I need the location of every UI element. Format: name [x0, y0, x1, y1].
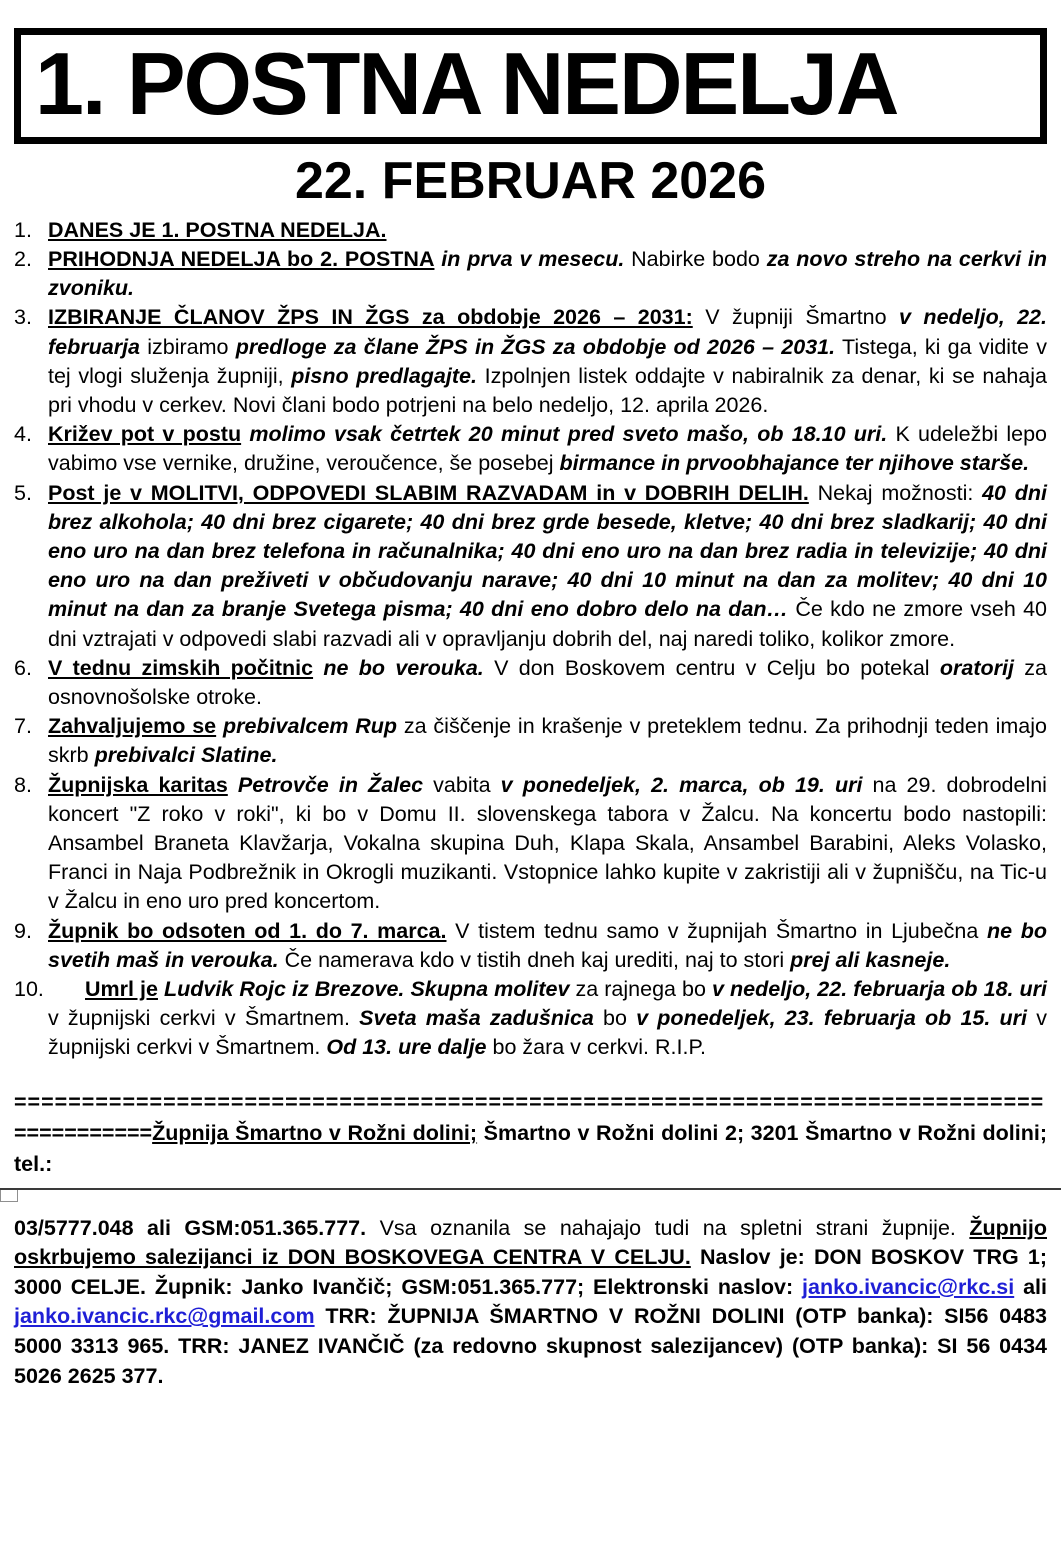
announcement-item: [14, 216, 1047, 245]
text-run: birmance in prvoobhajance ter njihove starše.: [559, 451, 1030, 476]
text-run: v župnijski cerkvi v Šmartnem.: [48, 1006, 1047, 1060]
announcement-item: [14, 654, 1047, 712]
item-text: [48, 303, 1047, 420]
item-number: 1.: [14, 217, 32, 242]
text-run: v nedeljo, 22. februarja ob 18. uri: [712, 977, 1048, 1002]
text-run: ne bo verouka.: [323, 655, 484, 680]
item-text: [48, 479, 1047, 654]
item-text: [48, 917, 1047, 975]
text-run: vabita: [433, 772, 491, 797]
text-run: molimo vsak četrtek 20 minut pred sveto mašo, ob 18.10 uri.: [249, 422, 888, 447]
parish-info-line: [14, 1118, 1047, 1180]
text-run: v ponedeljek, 23. februarja ob 15. uri: [636, 1006, 1028, 1031]
item-number: 9.: [14, 918, 32, 943]
text-run: Zahvaljujemo se: [48, 714, 217, 739]
text-run: bo žara v cerkvi. R.I.P.: [492, 1035, 706, 1060]
text-run: PRIHODNJA NEDELJA bo 2. POSTNA: [48, 247, 435, 271]
text-run: Župnik bo odsoten od 1. do 7. marca.: [48, 918, 447, 943]
text-run: Umrl je: [85, 977, 158, 1002]
text-run: DANES JE 1. POSTNA NEDELJA.: [48, 217, 387, 242]
text-run: oratorij: [939, 655, 1014, 680]
text-run: ne bo svetih maš in verouka.: [48, 918, 1047, 972]
announcement-item: [14, 245, 1047, 303]
item-number: 5.: [14, 480, 32, 505]
item-text: [48, 216, 1047, 245]
item-number: 6.: [14, 655, 32, 680]
text-run: v župnijski cerkvi v Šmartnem.: [48, 1006, 350, 1031]
item-number: 7.: [14, 714, 32, 739]
email-link[interactable]: janko.ivancic@rkc.si: [802, 1274, 1015, 1299]
announcement-item: [14, 771, 1047, 917]
text-run: izbiramo: [147, 334, 229, 359]
text-run: K udeležbi lepo vabimo vse vernike, družine, veroučence, še posebej: [48, 422, 1047, 476]
text-run: Župnijo oskrbujemo salezijanci iz DON BOSKOVEGA CENTRA V CELJU.: [14, 1215, 1047, 1270]
text-run: na 29. dobrodelni koncert "Z roko v roki", ki bo v Domu II. slovenskega tabora v Žalcu. Na koncertu bodo nastopili: Ansambel Braneta Klavžarja, Vokalna skupina Duh, Klapa Skala, Ansambel Barabini, Aleks Volasko, Franci in Naja Podbrežnik in Okrogli muzikanti. Vstopnice lahko kupite v zakristiji ali v župnišču, na Tic-u v Žalcu in eno uro pred koncertom.: [48, 772, 1047, 914]
text-run: V župniji Šmartno: [705, 305, 887, 330]
text-run: predloge za člane ŽPS in ŽGS za obdobje od 2026 – 2031.: [235, 334, 836, 359]
text-run: Petrovče in Žalec: [237, 772, 424, 797]
email-link[interactable]: janko.ivancic.rkc@gmail.com: [14, 1304, 315, 1329]
text-run: bo: [603, 1006, 627, 1031]
item-text: [48, 420, 1047, 478]
text-run: za novo streho na cerkvi in zvoniku.: [48, 247, 1047, 301]
text-run: Nekaj možnosti:: [817, 480, 974, 505]
item-number: 3.: [14, 305, 32, 330]
text-run: Nabirke bodo: [631, 247, 760, 271]
text-run: ===========: [14, 1120, 153, 1145]
text-run: v nedeljo, 22. februarja: [48, 305, 1047, 359]
item-number: 8.: [14, 772, 32, 797]
text-run: Naslov je: DON BOSKOV TRG 1; 3000 CELJE. Župnik: Janko Ivančič; GSM:051.365.777; Elektronski naslov:: [14, 1245, 1047, 1299]
text-run: TRR: ŽUPNIJA ŠMARTNO V ROŽNI DOLINI (OTP banka): SI56 0483 5000 3313 965. TRR: JANEZ IVANČIČ (za redovno skupnost salezijancev) (OTP banka): SI 56 0434 5026 2625 377.: [14, 1304, 1047, 1388]
text-run: Župnijska karitas: [48, 772, 228, 797]
item-text: [48, 975, 1047, 1063]
text-run: za osnovnošolske otroke.: [48, 655, 1047, 710]
bulletin-page: [0, 28, 1061, 1391]
text-run: pisno predlagajte.: [291, 363, 477, 388]
text-run: v ponedeljek, 2. marca, ob 19. uri: [500, 772, 863, 797]
text-run: V tednu zimskih počitnic: [48, 655, 314, 680]
text-run: Križev pot v postu: [48, 422, 242, 447]
separator-block: [14, 1087, 1047, 1180]
page-break-notch: [0, 1190, 18, 1202]
text-run: Če kdo ne zmore vseh 40 dni vztrajati v odpovedi slabi razvadi ali v opravljanju dobrih del, naj naredi toliko, kolikor zmore.: [48, 597, 1047, 651]
document-title-box: [14, 28, 1047, 144]
text-run: 40 dni brez alkohola; 40 dni brez cigarete; 40 dni brez grde besede, kletve; 40 dni brez sladkarij; 40 dni eno uro na dan brez telefona in računalnika; 40 dni eno uro na dan brez radia in televizije; 40 dni eno uro na dan preživeti v občudovanju narave; 40 dni 10 minut na dan za molitev; 40 dni 10 minut na dan za branje Svetega pisma; 40 dni eno dobro delo na dan…: [48, 480, 1047, 622]
document-title: 1. POSTNA NEDELJA: [35, 34, 898, 133]
text-run: za rajnega bo: [575, 977, 706, 1002]
item-text: [48, 712, 1047, 770]
announcement-item: [14, 975, 1047, 1063]
text-run: Sveta maša zadušnica: [359, 1006, 594, 1031]
item-text: [48, 245, 1047, 303]
text-run: prebivalcem Rup: [222, 714, 398, 739]
text-run: ali: [1023, 1274, 1047, 1299]
announcement-item: [14, 303, 1047, 420]
announcement-list: [14, 216, 1047, 1063]
text-run: Izpolnjen listek oddajte v nabiralnik za denar, ki se nahaja pri vhodu v cerkev. Novi člani bodo potrjeni na belo nedeljo, 12. aprila 2026.: [48, 363, 1047, 418]
text-run: Če namerava kdo v tistih dneh kaj urediti, naj to stori: [284, 947, 785, 972]
item-text: [48, 654, 1047, 712]
announcement-item: [14, 712, 1047, 770]
text-run: Ludvik Rojc iz Brezove. Skupna molitev: [164, 977, 570, 1002]
text-run: prebivalci Slatine.: [94, 743, 278, 768]
footer-paragraph: [14, 1214, 1047, 1392]
announcement-item: [14, 479, 1047, 654]
item-number: 2.: [14, 247, 32, 271]
item-text: [48, 771, 1047, 917]
text-run: Tistega, ki ga vidite v tej vlogi služenja župniji,: [48, 334, 1047, 388]
text-run: IZBIRANJE ČLANOV ŽPS IN ŽGS za obdobje 2026 – 2031:: [48, 305, 693, 330]
text-run: in prva v mesecu.: [441, 247, 625, 271]
text-run: Post je v MOLITVI, ODPOVEDI SLABIM RAZVADAM in v DOBRIH DELIH.: [48, 480, 809, 505]
announcement-item: [14, 420, 1047, 478]
document-date: 22. FEBRUAR 2026: [294, 152, 767, 210]
text-run: Od 13. ure dalje: [326, 1035, 487, 1060]
item-number: 10.: [14, 977, 44, 1002]
text-run: 03/5777.048 ali GSM:051.365.777.: [14, 1215, 367, 1240]
page-break: [0, 1188, 1061, 1204]
announcement-item: [14, 917, 1047, 975]
text-run: prej ali kasneje.: [790, 947, 951, 972]
text-run: Šmartno v Rožni dolini 2; 3201 Šmartno v Rožni dolini; tel.:: [14, 1120, 1047, 1176]
separator-equals-line: ============================================================================: [14, 1089, 1045, 1114]
text-run: V don Boskovem centru v Celju bo potekal: [494, 655, 930, 680]
text-run: Župnija Šmartno v Rožni dolini;: [152, 1120, 478, 1145]
item-number: 4.: [14, 422, 32, 447]
text-run: za čiščenje in krašenje v preteklem tednu. Za prihodnji teden imajo skrb: [48, 714, 1047, 768]
text-run: Vsa oznanila se nahajajo tudi na spletni strani župnije.: [379, 1215, 956, 1240]
text-run: V tistem tednu samo v župnijah Šmartno in Ljubečna: [455, 918, 979, 943]
